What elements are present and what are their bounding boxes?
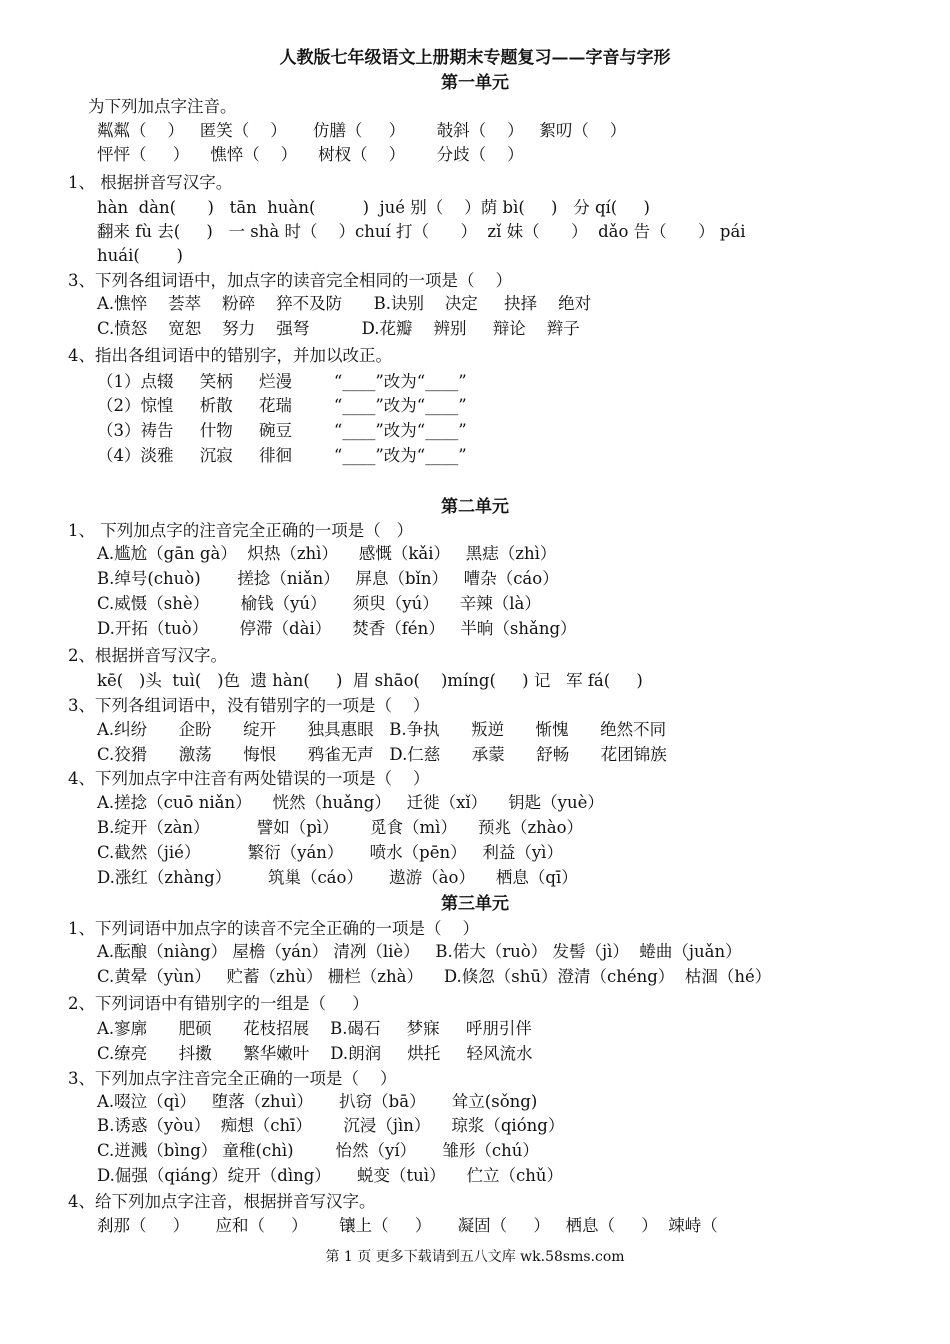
unit1-heading: 第一单元 <box>441 73 509 93</box>
unit2-line: C.狡猾 激荡 悔恨 鸦雀无声 D.仁慈 承蒙 舒畅 花团锦族 <box>97 745 667 764</box>
unit1-line: （2）惊惶 析散 花瑞 “____”改为“____” <box>97 396 467 415</box>
unit1-line: huái( ) <box>97 246 183 265</box>
unit2-line: 1、 下列加点字的注音完全正确的一项是（ ） <box>68 521 413 540</box>
unit2-line: D.开拓（tuò） 停滞（dài） 焚香（fén） 半晌（shǎng） <box>97 619 577 638</box>
unit1-line: C.愤怒 宽恕 努力 强弩 D.花瓣 辨别 辩论 辫子 <box>97 319 580 338</box>
unit3-line: 1、下列词语中加点字的读音不完全正确的一项是（ ） <box>68 919 479 938</box>
unit1-line: 为下列加点字注音。 <box>88 97 237 116</box>
unit3-line: C.缭亮 抖擞 繁华嫩叶 D.朗润 烘托 轻风流水 <box>97 1044 533 1063</box>
page-title: 人教版七年级语文上册期末专题复习——字音与字形 <box>279 48 671 68</box>
unit2-line: A.搓捻（cuō niǎn） 恍然（huǎng） 迁徙（xǐ） 钥匙（yuè） <box>97 793 604 812</box>
unit2-line: 4、下列加点字中注音有两处错误的一项是（ ） <box>68 769 430 788</box>
unit3-line: A.寥廓 肥硕 花枝招展 B.碣石 梦寐 呼朋引伴 <box>97 1019 532 1038</box>
unit2-heading: 第二单元 <box>441 497 509 517</box>
page-footer: 第 1 页 更多下载请到五八文库 wk.58sms.com <box>325 1249 625 1265</box>
unit3-line: 刹那（ ） 应和（ ） 镶上（ ） 凝固（ ） 栖息（ ） 竦峙（ <box>97 1216 718 1235</box>
unit3-heading: 第三单元 <box>441 894 509 914</box>
unit2-line: kē( )头 tuì( )色 遗 hàn( ) 眉 shāo( )míng( ) 记 军 fá( ) <box>97 671 643 690</box>
unit1-line: 1、 根据拼音写汉字。 <box>68 173 233 192</box>
unit3-line: A.啜泣（qì） 堕落（zhuì） 扒窃（bā） 耸立(sǒng) <box>97 1092 538 1111</box>
unit1-line: 3、下列各组词语中，加点字的读音完全相同的一项是（ ） <box>68 271 512 290</box>
unit1-line: 怦怦（ ） 憔悴（ ） 树杈（ ） 分歧（ ） <box>97 145 524 164</box>
unit3-line: D.倔强（qiáng）绽开（dìng） 蜕变（tuì） 伫立（chǔ） <box>97 1166 564 1185</box>
unit3-line: 4、给下列加点字注音，根据拼音写汉字。 <box>68 1192 376 1211</box>
unit1-line: 粼粼（ ） 匿笑（ ） 仿膳（ ） 攲斜（ ） 絮叨（ ） <box>97 121 627 140</box>
unit1-line: A.憔悴 荟萃 粉碎 猝不及防 B.诀别 决定 抉择 绝对 <box>97 294 592 313</box>
unit2-line: D.涨红（zhàng） 筑巢（cáo） 遨游（ào） 栖息（qī） <box>97 868 578 887</box>
unit2-line: C.威慑（shè） 榆钱（yú） 须臾（yú） 辛辣（là） <box>97 594 541 613</box>
unit1-line: （4）淡雅 沉寂 徘徊 “____”改为“____” <box>97 446 467 465</box>
unit3-line: 2、下列词语中有错别字的一组是（ ） <box>68 994 369 1013</box>
unit1-line: 4、指出各组词语中的错别字，并加以改正。 <box>68 346 392 365</box>
unit2-line: B.绰号(chuò) 搓捻（niǎn） 屏息（bǐn） 嘈杂（cáo） <box>97 569 559 588</box>
unit3-line: 3、下列加点字注音完全正确的一项是（ ） <box>68 1069 397 1088</box>
unit2-line: A.纠纷 企盼 绽开 独具惠眼 B.争执 叛逆 惭愧 绝然不同 <box>97 720 667 739</box>
unit2-line: C.截然（jié） 繁衍（yán） 喷水（pēn） 利益（yì） <box>97 843 563 862</box>
unit2-line: A.尴尬（gān gà） 炽热（zhì） 感慨（kǎi） 黑痣（zhì） <box>97 544 557 563</box>
unit1-line: hàn dàn( ) tān huàn( ) jué 别（ ）荫 bì( ) 分 qí( ) <box>97 198 650 217</box>
unit3-line: C.黄晕（yùn） 贮蓄（zhù） 栅栏（zhà） D.倏忽（shū）澄清（chéng） 枯涸（hé） <box>97 967 772 986</box>
unit2-line: B.绽开（zàn） 譬如（pì） 觅食（mì） 预兆（zhào） <box>97 818 584 837</box>
unit1-line: （3）祷告 什物 碗豆 “____”改为“____” <box>97 421 467 440</box>
unit1-line: 翻来 fù 去( ) 一 shà 时（ ）chuí 打（ ） zǐ 妹（ ） dǎo 告（ ） pái <box>97 222 746 241</box>
unit2-line: 3、下列各组词语中，没有错别字的一项是（ ） <box>68 696 430 715</box>
unit3-line: B.诱惑（yòu） 痴想（chī） 沉浸（jìn） 琼浆（qióng） <box>97 1116 565 1135</box>
unit3-line: C.迸溅（bìng） 童稚(chì) 怡然（yí） 雏形（chú） <box>97 1141 539 1160</box>
unit1-line: （1）点辍 笑柄 烂漫 “____”改为“____” <box>97 372 467 391</box>
unit3-line: A.酝酿（niàng） 屋檐（yán） 清冽（liè） B.偌大（ruò） 发髻（jì） 蜷曲（juǎn） <box>97 942 742 961</box>
unit2-line: 2、根据拼音写汉字。 <box>68 646 227 665</box>
